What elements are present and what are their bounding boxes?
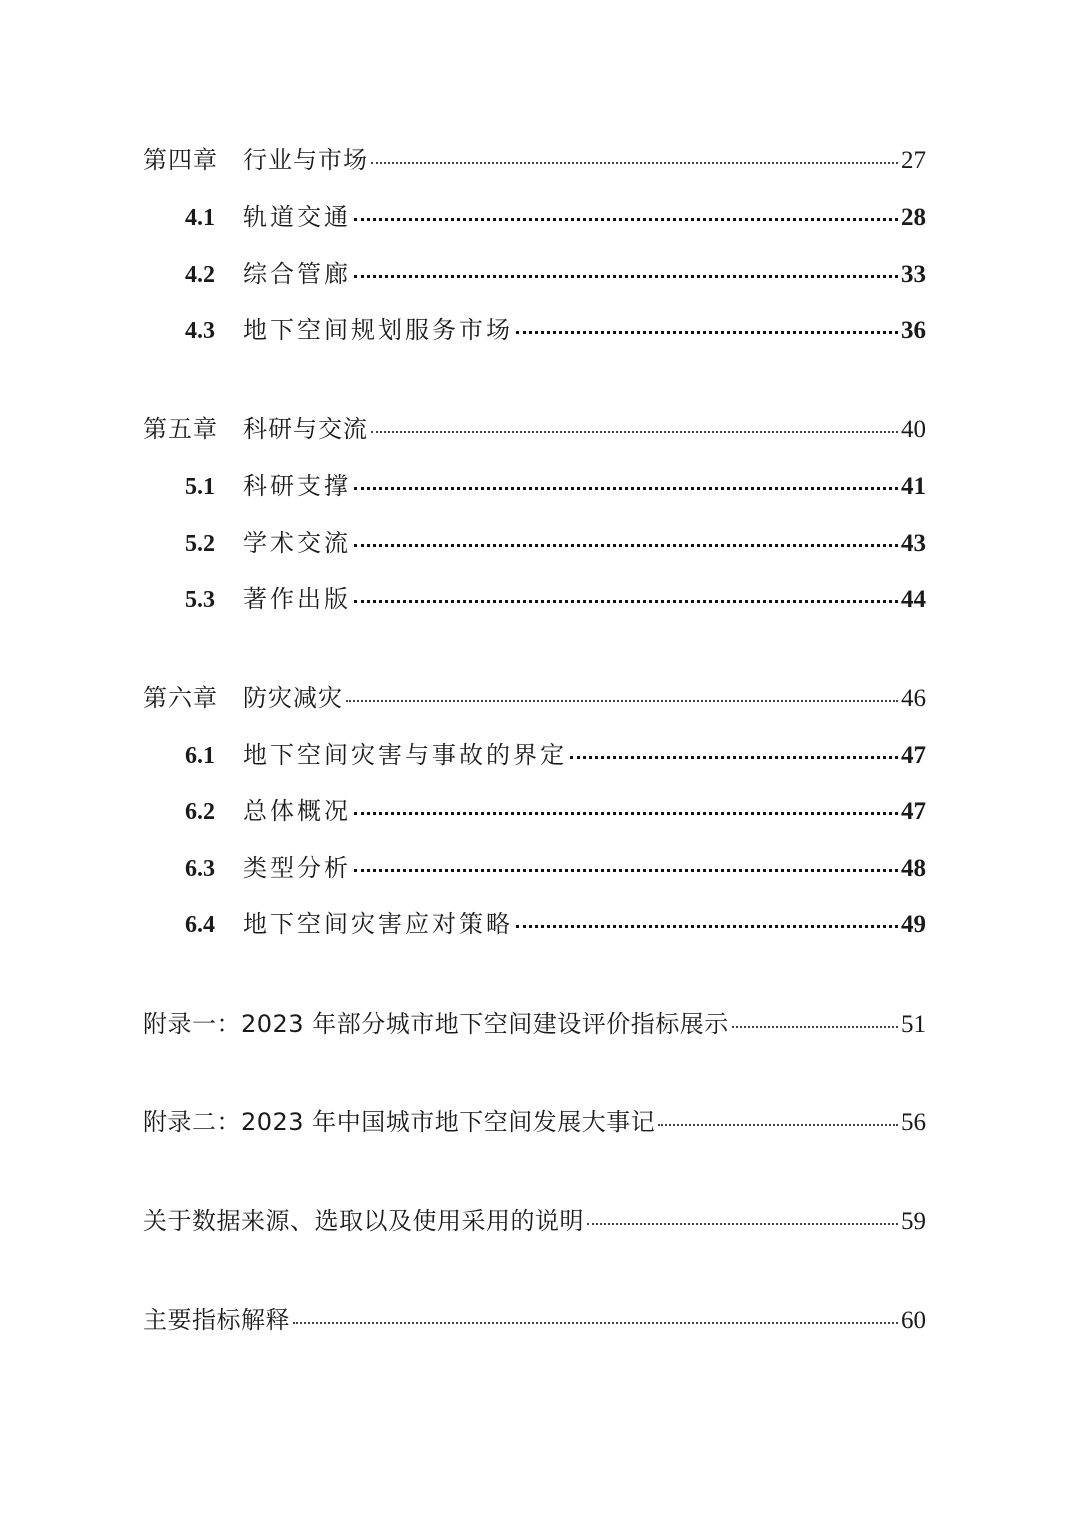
dot-leader [354, 812, 898, 815]
toc-appendix-2[interactable] [143, 1102, 926, 1142]
section-title: 地下空间规划服务市场 [243, 316, 513, 344]
toc-chapter-4[interactable] [143, 140, 926, 180]
toc-appendix-1[interactable] [143, 1004, 926, 1044]
dot-leader [516, 331, 898, 334]
section-number: 4.3 [185, 318, 215, 344]
section-title: 地下空间灾害应对策略 [243, 910, 513, 938]
toc-section-4-3[interactable] [143, 310, 926, 350]
page-number: 41 [901, 473, 926, 500]
toc-section-5-1[interactable] [143, 466, 926, 506]
chapter-title: 行业与市场 [243, 146, 368, 174]
page-number: 60 [901, 1307, 926, 1334]
page-number: 47 [901, 798, 926, 825]
toc-section-5-2[interactable] [143, 523, 926, 563]
page-number: 48 [901, 855, 926, 882]
dot-leader [354, 487, 898, 490]
chapter-title: 科研与交流 [243, 415, 368, 443]
section-title: 地下空间灾害与事故的界定 [243, 741, 567, 769]
appendix-title: 主要指标解释 [143, 1306, 290, 1334]
page-number: 49 [901, 911, 926, 938]
dot-leader [732, 1026, 898, 1028]
toc-section-6-3[interactable] [143, 848, 926, 888]
section-title: 学术交流 [243, 529, 351, 557]
page-number: 33 [901, 261, 926, 288]
dot-leader [354, 600, 898, 603]
toc-section-6-4[interactable] [143, 904, 926, 944]
page-number: 36 [901, 317, 926, 344]
appendix-title: 附录一：2023 年部分城市地下空间建设评价指标展示 [143, 1010, 729, 1038]
chapter-label: 第四章 [143, 146, 218, 174]
section-title: 总体概况 [243, 797, 351, 825]
dot-leader [354, 869, 898, 872]
section-title: 轨道交通 [243, 203, 351, 231]
section-number: 6.3 [185, 856, 215, 882]
dot-leader [587, 1223, 898, 1225]
chapter-label: 第五章 [143, 415, 218, 443]
chapter-title: 防灾减灾 [243, 684, 343, 712]
dot-leader [371, 431, 898, 433]
section-number: 6.1 [185, 743, 215, 769]
section-number: 5.1 [185, 474, 215, 500]
dot-leader [354, 218, 898, 221]
dot-leader [658, 1124, 898, 1126]
appendix-title: 关于数据来源、选取以及使用采用的说明 [143, 1207, 584, 1235]
toc-section-6-2[interactable] [143, 791, 926, 831]
chapter-label: 第六章 [143, 684, 218, 712]
toc-section-4-1[interactable] [143, 197, 926, 237]
toc-section-6-1[interactable] [143, 735, 926, 775]
page-number: 56 [901, 1109, 926, 1136]
section-title: 综合管廊 [243, 260, 351, 288]
dot-leader [293, 1322, 898, 1324]
page-number: 43 [901, 530, 926, 557]
toc-section-5-3[interactable] [143, 579, 926, 619]
section-number: 5.2 [185, 531, 215, 557]
dot-leader [346, 700, 898, 702]
page-number: 40 [901, 416, 926, 443]
section-title: 著作出版 [243, 585, 351, 613]
section-number: 6.2 [185, 799, 215, 825]
dot-leader [354, 275, 898, 278]
toc-section-4-2[interactable] [143, 254, 926, 294]
section-number: 4.2 [185, 262, 215, 288]
section-number: 6.4 [185, 912, 215, 938]
toc-chapter-6[interactable] [143, 678, 926, 718]
toc-indicator-explanation[interactable] [143, 1300, 926, 1340]
dot-leader [516, 925, 898, 928]
page-number: 59 [901, 1208, 926, 1235]
section-title: 类型分析 [243, 854, 351, 882]
appendix-title: 附录二：2023 年中国城市地下空间发展大事记 [143, 1108, 656, 1136]
page-number: 47 [901, 742, 926, 769]
page-number: 44 [901, 586, 926, 613]
section-title: 科研支撑 [243, 472, 351, 500]
dot-leader [354, 544, 898, 547]
page-number: 51 [901, 1011, 926, 1038]
page-number: 28 [901, 204, 926, 231]
page-number: 46 [901, 685, 926, 712]
section-number: 4.1 [185, 205, 215, 231]
section-number: 5.3 [185, 587, 215, 613]
page-number: 27 [901, 147, 926, 174]
dot-leader [570, 756, 898, 759]
toc-chapter-5[interactable] [143, 409, 926, 449]
toc-data-source-note[interactable] [143, 1201, 926, 1241]
dot-leader [371, 162, 898, 164]
